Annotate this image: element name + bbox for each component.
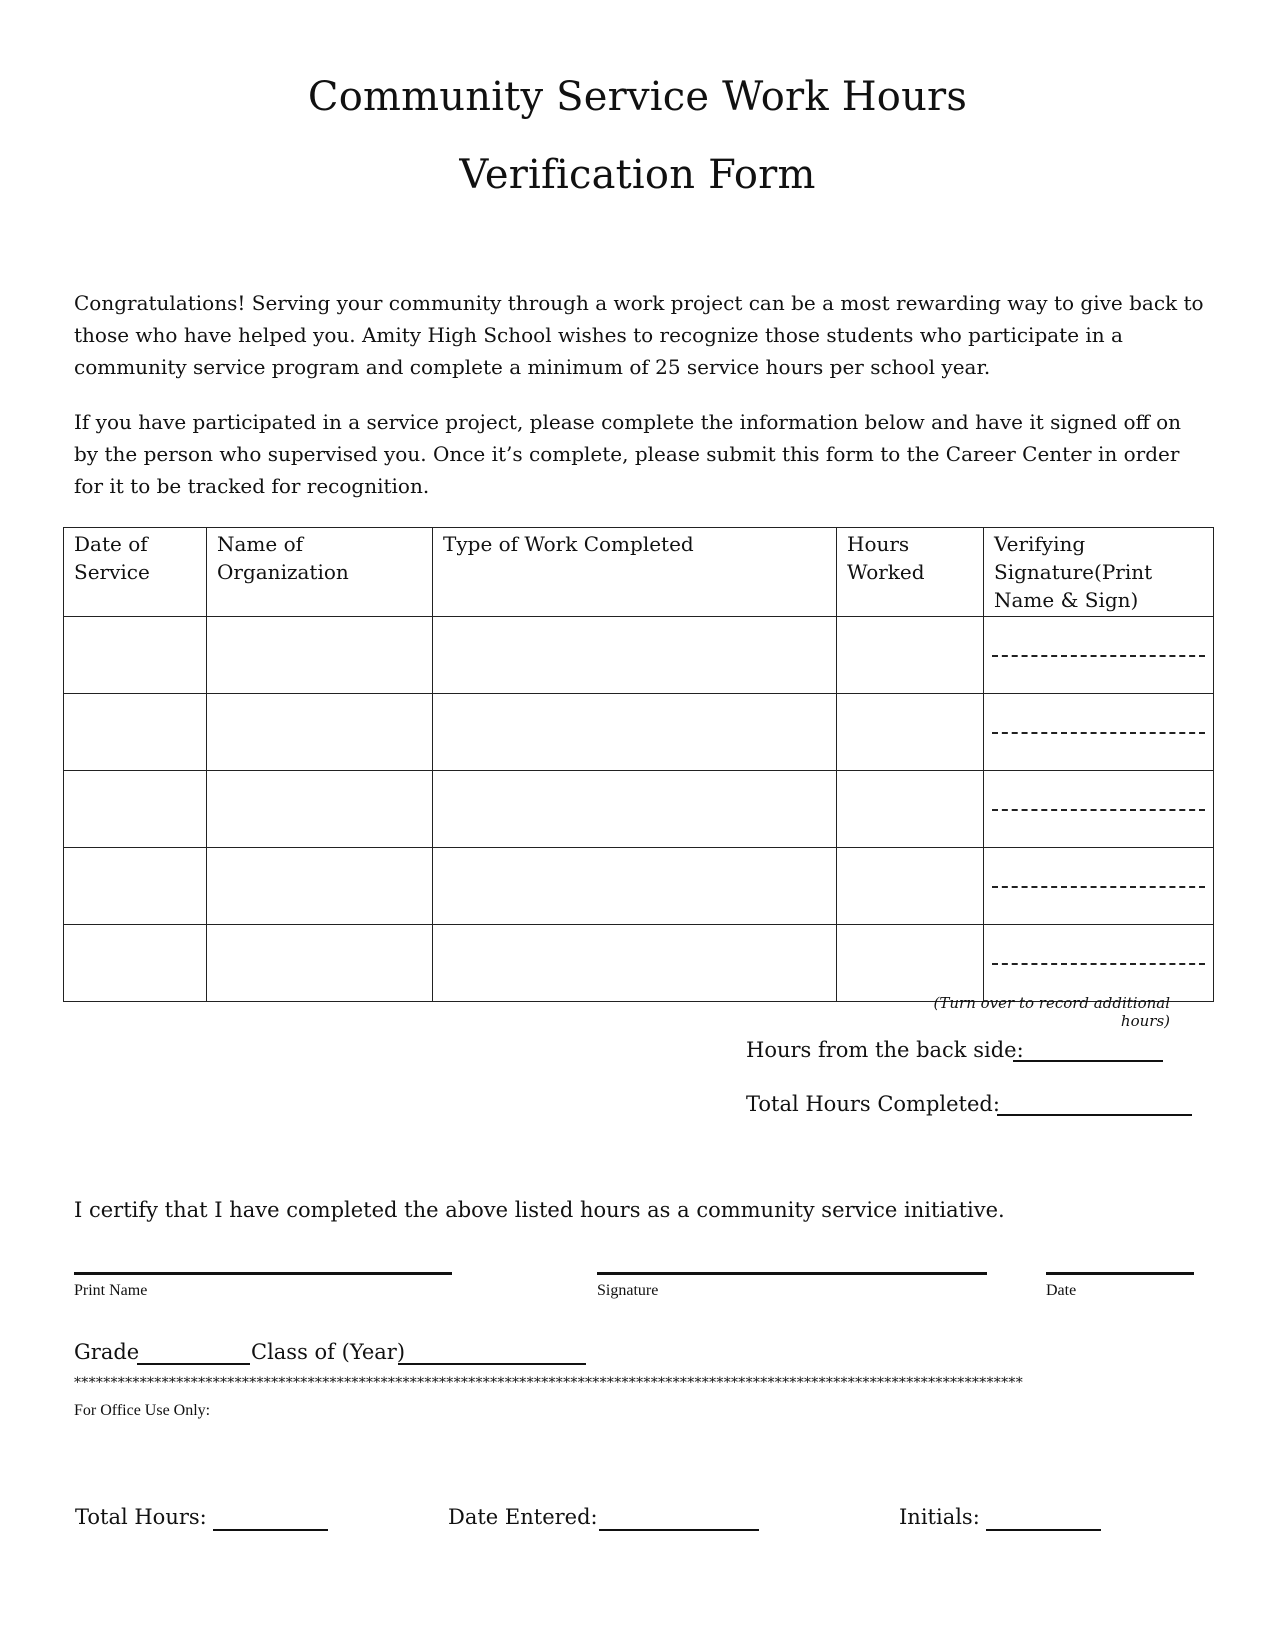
office-use-label: For Office Use Only:: [74, 1402, 211, 1419]
header-date-of-service: Date of Service: [64, 528, 207, 617]
signature-cell[interactable]: [984, 694, 1214, 771]
service-hours-table: [63, 527, 1214, 1002]
signature-field[interactable]: [597, 1272, 987, 1275]
header-organization: Name of Organization: [207, 528, 433, 617]
work-type-cell[interactable]: [433, 848, 837, 925]
grade-field[interactable]: [137, 1363, 250, 1365]
office-total-hours-label: Total Hours:: [75, 1505, 207, 1529]
print-name-label: Print Name: [74, 1282, 148, 1299]
header-hours-worked: Hours Worked: [837, 528, 984, 617]
dashed-signature-line: [992, 732, 1205, 734]
signature-cell[interactable]: [984, 925, 1214, 1002]
work-type-cell[interactable]: [433, 925, 837, 1002]
organization-cell[interactable]: [207, 771, 433, 848]
date-label: Date: [1046, 1282, 1077, 1299]
intro-paragraph: Congratulations! Serving your community through a work project can be a most rewarding way to give back to those who have helped you. Amity High School wishes to recognize those students who participate in a community service program and complete a minimum of 25 service hours per school year.: [74, 291, 1204, 379]
signature-cell[interactable]: [984, 848, 1214, 925]
hours-cell[interactable]: [837, 771, 984, 848]
organization-cell[interactable]: [207, 848, 433, 925]
signature-cell[interactable]: [984, 617, 1214, 694]
table-row: [64, 694, 1214, 771]
hours-cell[interactable]: [837, 617, 984, 694]
work-type-cell[interactable]: [433, 617, 837, 694]
table-header-row: [64, 528, 1214, 617]
organization-cell[interactable]: [207, 617, 433, 694]
table-row: [64, 848, 1214, 925]
class-of-label: Class of (Year): [251, 1340, 406, 1364]
certification-statement: I certify that I have completed the above listed hours as a community service initiative.: [74, 1198, 1005, 1222]
signature-cell[interactable]: [984, 771, 1214, 848]
hours-cell[interactable]: [837, 925, 984, 1002]
grade-label: Grade: [74, 1340, 140, 1364]
dashed-signature-line: [992, 963, 1205, 965]
dashed-signature-line: [992, 655, 1205, 657]
hours-back-side-label: Hours from the back side:: [746, 1038, 1024, 1062]
dashed-signature-line: [992, 809, 1205, 811]
signature-label: Signature: [597, 1282, 659, 1299]
table-row: [64, 925, 1214, 1002]
table-row: [64, 617, 1214, 694]
work-type-cell[interactable]: [433, 771, 837, 848]
hours-cell[interactable]: [837, 848, 984, 925]
turn-over-note: (Turn over to record additional hours): [933, 994, 1170, 1030]
print-name-field[interactable]: [74, 1272, 452, 1275]
class-of-field[interactable]: [398, 1363, 586, 1365]
date-cell[interactable]: [64, 848, 207, 925]
office-total-hours-field[interactable]: [213, 1529, 328, 1531]
total-hours-completed-label: Total Hours Completed:: [746, 1092, 1000, 1116]
header-type-of-work: Type of Work Completed: [433, 528, 837, 617]
form-title-line1: Community Service Work Hours: [307, 74, 968, 120]
table-row: [64, 771, 1214, 848]
date-cell[interactable]: [64, 617, 207, 694]
organization-cell[interactable]: [207, 925, 433, 1002]
dashed-signature-line: [992, 886, 1205, 888]
office-date-entered-field[interactable]: [599, 1529, 759, 1531]
hours-back-side-field[interactable]: [1013, 1060, 1163, 1062]
header-verifying-signature: Verifying Signature(Print Name & Sign): [984, 528, 1214, 617]
total-hours-completed-field[interactable]: [997, 1114, 1192, 1116]
date-cell[interactable]: [64, 771, 207, 848]
organization-cell[interactable]: [207, 694, 433, 771]
hours-cell[interactable]: [837, 694, 984, 771]
work-type-cell[interactable]: [433, 694, 837, 771]
form-title-line2: Verification Form: [459, 152, 816, 198]
office-initials-label: Initials:: [899, 1505, 980, 1529]
instructions-paragraph: If you have participated in a service project, please complete the information below and have it signed off on by the person who supervised you. Once it’s complete, please submit this form to the Career Center in order for it to be tracked for recognition.: [74, 410, 1182, 498]
date-cell[interactable]: [64, 925, 207, 1002]
separator-stars: **********************************************************************************************************************************: [74, 1375, 1023, 1391]
date-cell[interactable]: [64, 694, 207, 771]
office-initials-field[interactable]: [986, 1529, 1101, 1531]
date-field[interactable]: [1046, 1272, 1194, 1275]
office-date-entered-label: Date Entered:: [448, 1505, 598, 1529]
